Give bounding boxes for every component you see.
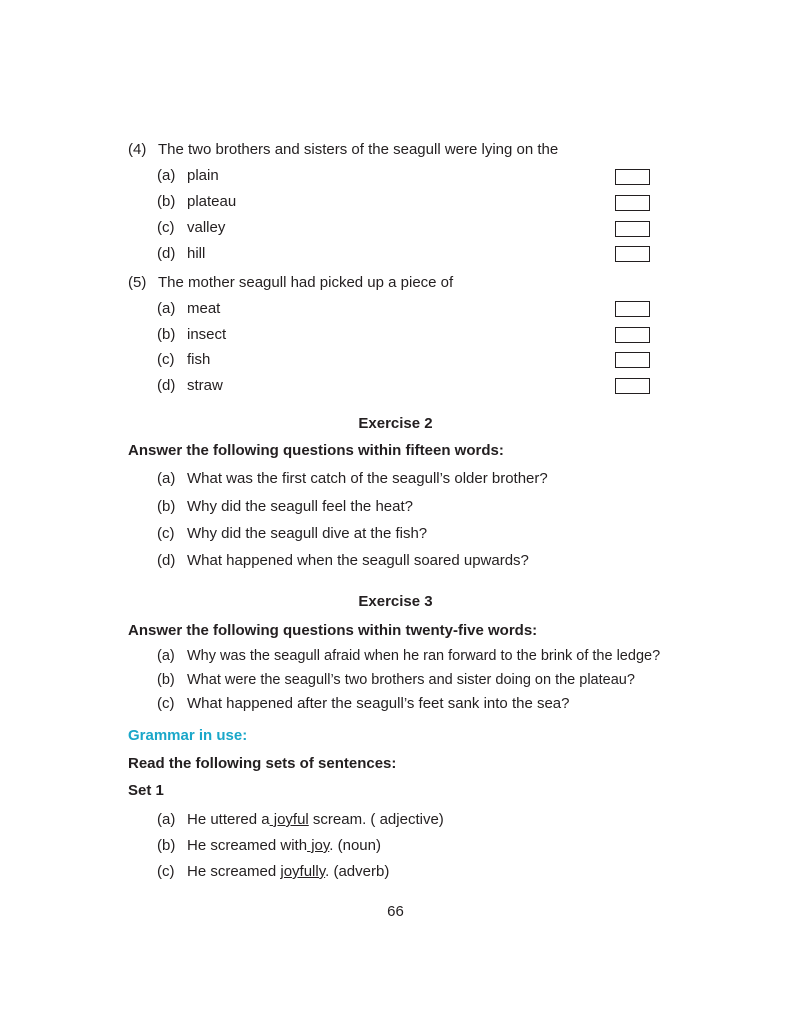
exercise-2-title: Exercise 2: [358, 415, 433, 432]
exercise-3-item-c: (c) What happened after the seagull’s feet sank into the sea?: [157, 695, 570, 712]
exercise-2-item-a: (a) What was the first catch of the seagull’s older brother?: [157, 470, 548, 487]
exercise-2-item-c: (c) Why did the seagull dive at the fish?: [157, 525, 428, 542]
answer-box-5b[interactable]: [615, 327, 650, 343]
exercise-2-item-d: (d) What happened when the seagull soared upwards?: [157, 552, 529, 569]
underlined-word: joyful: [269, 811, 309, 828]
question-4: [128, 141, 728, 159]
question-5: [128, 274, 728, 292]
option-5c: (c) fish: [157, 351, 211, 368]
answer-box-5d[interactable]: [615, 378, 650, 394]
answer-box-5c[interactable]: [615, 352, 650, 368]
set-1-sentence-a: (a) He uttered a joyful scream. ( adjective): [157, 811, 444, 828]
underlined-word: joyfully: [280, 863, 326, 880]
option-5b: (b) insect: [157, 326, 227, 343]
option-4c: (c) valley: [157, 219, 226, 236]
underlined-word: joy: [307, 837, 330, 854]
set-1-title: Set 1: [128, 782, 164, 799]
answer-box-4a[interactable]: [615, 169, 650, 185]
exercise-3-instruction: Answer the following questions within twenty-five words:: [128, 622, 538, 639]
exercise-3-title: Exercise 3: [358, 593, 433, 610]
option-4b: (b) plateau: [157, 193, 237, 210]
question-text: The two brothers and sisters of the seagull were lying on the: [158, 141, 559, 158]
answer-box-4c[interactable]: [615, 221, 650, 237]
grammar-instruction: Read the following sets of sentences:: [128, 755, 397, 772]
answer-box-5a[interactable]: [615, 301, 650, 317]
answer-box-4b[interactable]: [615, 195, 650, 211]
exercise-2-instruction: Answer the following questions within fifteen words:: [128, 442, 504, 459]
exercise-2-item-b: (b) Why did the seagull feel the heat?: [157, 498, 413, 515]
question-number: (5): [128, 274, 147, 291]
page-number: 66: [387, 903, 404, 920]
question-number: (4): [128, 141, 147, 158]
answer-box-4d[interactable]: [615, 246, 650, 262]
set-1-sentence-b: (b) He screamed with joy. (noun): [157, 837, 381, 854]
question-text: The mother seagull had picked up a piece of: [158, 274, 454, 291]
option-5d: (d) straw: [157, 377, 223, 394]
grammar-heading: Grammar in use:: [128, 727, 248, 744]
exercise-3-item-a: (a) Why was the seagull afraid when he ran forward to the brink of the ledge?: [157, 648, 661, 664]
exercise-3-item-b: (b) What were the seagull’s two brothers and sister doing on the plateau?: [157, 672, 635, 688]
option-5a: (a) meat: [157, 300, 221, 317]
option-4d: (d) hill: [157, 245, 206, 262]
set-1-sentence-c: (c) He screamed joyfully. (adverb): [157, 863, 390, 880]
option-4a: (a) plain: [157, 167, 219, 184]
